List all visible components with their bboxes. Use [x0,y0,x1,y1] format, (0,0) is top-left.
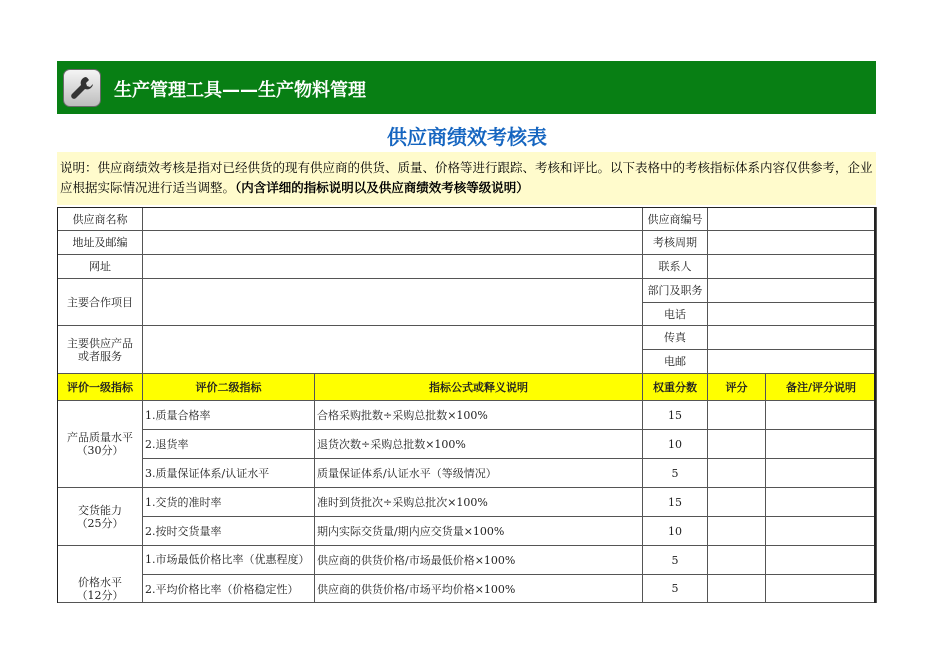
label-fax: 传真 [643,326,708,350]
label-supplier-name: 供应商名称 [58,208,143,231]
supplier-name-field[interactable] [143,208,643,231]
address-field[interactable] [143,231,643,255]
score-field[interactable] [708,401,766,430]
score-field[interactable] [708,546,766,575]
remark-field[interactable] [766,430,877,459]
formula: 供应商的供货价格/市场最低价格×100% [315,546,643,575]
remark-field[interactable] [766,517,877,546]
table-row [58,459,877,488]
formula: 期内实际交货量/期内应交货量×100% [315,517,643,546]
formula: 准时到货批次÷采购总批次×100% [315,488,643,517]
sub-indicator: 2.按时交货量率 [143,517,315,546]
remark-field[interactable] [766,401,877,430]
email-field[interactable] [708,350,877,374]
remark-field[interactable] [766,488,877,517]
header-cell: 备注/评分说明 [766,374,877,401]
website-field[interactable] [143,255,643,279]
formula: 退货次数÷采购总批数×100% [315,430,643,459]
description-note [57,152,876,205]
table-row [58,401,877,430]
weight: 15 [643,488,708,517]
weight: 5 [643,459,708,488]
score-field[interactable] [708,575,766,603]
header-cell: 权重分数 [643,374,708,401]
period-field[interactable] [708,231,877,255]
dept-field[interactable] [708,279,877,303]
table-row [58,546,877,575]
sub-indicator: 2.平均价格比率（价格稳定性） [143,575,315,603]
contact-field[interactable] [708,255,877,279]
label-contact: 联系人 [643,255,708,279]
table-header-row [58,374,877,401]
evaluation-table [57,207,877,603]
table-row [58,430,877,459]
label-phone: 电话 [643,303,708,326]
score-field[interactable] [708,430,766,459]
sub-indicator: 1.交货的准时率 [143,488,315,517]
weight: 10 [643,517,708,546]
header-cell: 评价二级指标 [143,374,315,401]
banner-title: 生产管理工具——生产物料管理 [114,80,366,101]
label-website: 网址 [58,255,143,279]
score-field[interactable] [708,517,766,546]
formula: 质量保证体系/认证水平（等级情况） [315,459,643,488]
weight: 5 [643,575,708,603]
remark-field[interactable] [766,546,877,575]
header-cell: 指标公式或释义说明 [315,374,643,401]
sub-indicator: 3.质量保证体系/认证水平 [143,459,315,488]
header-cell: 评价一级指标 [58,374,143,401]
supplier-no-field[interactable] [708,208,877,231]
label-supplier-no: 供应商编号 [643,208,708,231]
category-delivery: 交货能力 （25分） [58,488,143,546]
sub-indicator: 1.市场最低价格比率（优惠程度） [143,546,315,575]
note-text: 说明：供应商绩效考核是指对已经供货的现有供应商的供货、质量、价格等进行跟踪、考核和评比。以下表格中的考核指标体系内容仅供参考，企业应根据实际情况进行适当调整。 [60,160,873,195]
projects-field[interactable] [143,279,643,326]
weight: 10 [643,430,708,459]
score-field[interactable] [708,459,766,488]
sub-indicator: 1.质量合格率 [143,401,315,430]
label-period: 考核周期 [643,231,708,255]
products-field[interactable] [143,326,643,374]
label-projects: 主要合作项目 [58,279,143,326]
category-price: 价格水平 （12分） [58,546,143,603]
table-row [58,488,877,517]
category-quality: 产品质量水平 （30分） [58,401,143,488]
wrench-icon [63,69,101,107]
formula: 合格采购批数÷采购总批数×100% [315,401,643,430]
label-dept: 部门及职务 [643,279,708,303]
phone-field[interactable] [708,303,877,326]
note-bold: （内含详细的指标说明以及供应商绩效考核等级说明） [235,180,529,195]
weight: 15 [643,401,708,430]
label-email: 电邮 [643,350,708,374]
score-field[interactable] [708,488,766,517]
sub-indicator: 2.退货率 [143,430,315,459]
table-row [58,575,877,603]
weight: 5 [643,546,708,575]
page-title: 供应商绩效考核表 [387,125,547,149]
table-row [58,517,877,546]
remark-field[interactable] [766,575,877,603]
fax-field[interactable] [708,326,877,350]
remark-field[interactable] [766,459,877,488]
formula: 供应商的供货价格/市场平均价格×100% [315,575,643,603]
label-address: 地址及邮编 [58,231,143,255]
header-cell: 评分 [708,374,766,401]
header-banner [57,61,876,114]
label-products: 主要供应产品或者服务 [58,326,143,374]
